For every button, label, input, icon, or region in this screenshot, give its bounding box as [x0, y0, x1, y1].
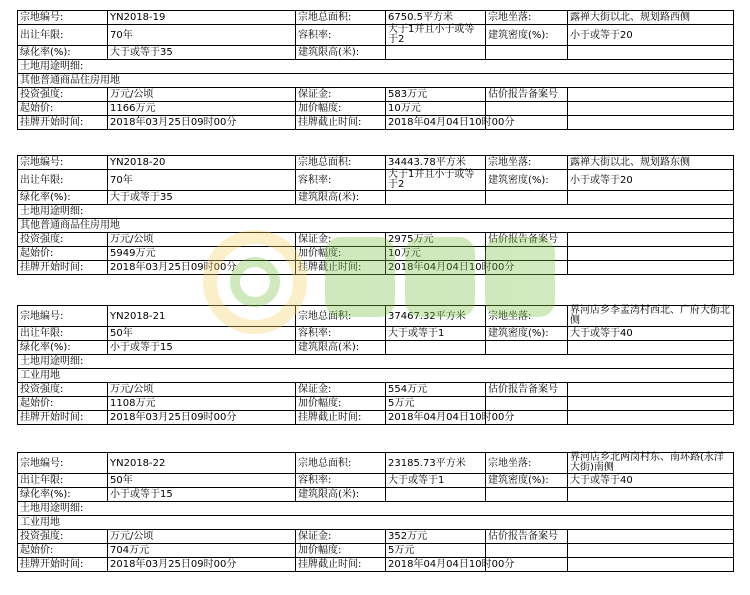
investment-value: 万元/公顷 — [108, 233, 296, 247]
empty-cell — [568, 261, 734, 275]
empty-cell — [486, 397, 568, 411]
start-price-value: 1108万元 — [108, 397, 296, 411]
appraisal-value — [568, 233, 734, 247]
deposit-value: 2975万元 — [386, 233, 486, 247]
term-value: 50年 — [108, 327, 296, 341]
green-value: 小于或等于15 — [108, 341, 296, 355]
code-label: 宗地编号: — [18, 453, 108, 474]
deposit-label: 保证金: — [296, 530, 386, 544]
area-value: 37467.32平方米 — [386, 306, 486, 327]
location-value: 界河店乡北两岗村东、南环路(永洋大街)南侧 — [568, 453, 734, 474]
code-label: 宗地编号: — [18, 11, 108, 25]
usage-detail-label: 土地用途明细: — [18, 355, 734, 369]
appraisal-label: 估价报告备案号 — [486, 88, 568, 102]
area-label: 宗地总面积: — [296, 156, 386, 170]
start-price-label: 起始价: — [18, 544, 108, 558]
investment-label: 投资强度: — [18, 530, 108, 544]
term-label: 出让年限: — [18, 327, 108, 341]
empty-cell — [568, 191, 734, 205]
empty-cell — [486, 544, 568, 558]
increment-value: 10万元 — [386, 247, 486, 261]
empty-cell — [568, 488, 734, 502]
empty-cell — [568, 397, 734, 411]
appraisal-label: 估价报告备案号 — [486, 530, 568, 544]
area-label: 宗地总面积: — [296, 11, 386, 25]
usage-detail-label: 土地用途明细: — [18, 60, 734, 74]
area-value: 6750.5平方米 — [386, 11, 486, 25]
usage-detail-label: 土地用途明细: — [18, 502, 734, 516]
listing-start-label: 挂牌开始时间: — [18, 558, 108, 572]
far-label: 容积率: — [296, 170, 386, 191]
code-value: YN2018-22 — [108, 453, 296, 474]
start-price-label: 起始价: — [18, 247, 108, 261]
parcel-block — [17, 10, 733, 130]
increment-label: 加价幅度: — [296, 397, 386, 411]
appraisal-label: 估价报告备案号 — [486, 233, 568, 247]
code-value: YN2018-20 — [108, 156, 296, 170]
investment-value: 万元/公顷 — [108, 530, 296, 544]
listing-start-label: 挂牌开始时间: — [18, 116, 108, 130]
start-price-value: 704万元 — [108, 544, 296, 558]
location-label: 宗地坐落: — [486, 11, 568, 25]
area-value: 23185.73平方米 — [386, 453, 486, 474]
usage-value: 工业用地 — [18, 516, 734, 530]
code-label: 宗地编号: — [18, 156, 108, 170]
usage-value: 其他普通商品住房用地 — [18, 219, 734, 233]
listing-start-value: 2018年03月25日09时00分 — [108, 558, 296, 572]
empty-cell — [486, 102, 568, 116]
listing-start-value: 2018年03月25日09时00分 — [108, 411, 296, 425]
parcel-block — [17, 305, 733, 425]
density-label: 建筑密度(%): — [486, 327, 568, 341]
far-value: 大于或等于1 — [386, 474, 486, 488]
green-label: 绿化率(%): — [18, 191, 108, 205]
usage-value: 其他普通商品住房用地 — [18, 74, 734, 88]
empty-cell — [568, 102, 734, 116]
increment-label: 加价幅度: — [296, 544, 386, 558]
parcel-table — [17, 155, 734, 275]
location-label: 宗地坐落: — [486, 453, 568, 474]
green-label: 绿化率(%): — [18, 488, 108, 502]
empty-cell — [486, 247, 568, 261]
listing-end-value: 2018年04月04日10时00分 — [386, 116, 486, 130]
increment-value: 5万元 — [386, 544, 486, 558]
density-value: 小于或等于20 — [568, 170, 734, 191]
empty-cell — [568, 247, 734, 261]
start-price-label: 起始价: — [18, 397, 108, 411]
height-value — [386, 191, 486, 205]
empty-cell — [568, 558, 734, 572]
parcel-table — [17, 452, 734, 572]
parcel-table — [17, 305, 734, 425]
far-value: 大于1并且小于或等于2 — [386, 170, 486, 191]
increment-label: 加价幅度: — [296, 102, 386, 116]
usage-value: 工业用地 — [18, 369, 734, 383]
code-label: 宗地编号: — [18, 306, 108, 327]
density-value: 大于或等于40 — [568, 474, 734, 488]
deposit-label: 保证金: — [296, 383, 386, 397]
deposit-value: 554万元 — [386, 383, 486, 397]
appraisal-value — [568, 383, 734, 397]
investment-label: 投资强度: — [18, 88, 108, 102]
empty-cell — [486, 488, 568, 502]
location-value: 露禅大街以北、规划路西侧 — [568, 11, 734, 25]
listing-start-value: 2018年03月25日09时00分 — [108, 116, 296, 130]
green-value: 大于或等于35 — [108, 191, 296, 205]
listing-end-label: 挂牌截止时间: — [296, 261, 386, 275]
empty-cell — [568, 46, 734, 60]
height-label: 建筑限高(米): — [296, 341, 386, 355]
green-value: 小于或等于15 — [108, 488, 296, 502]
listing-end-label: 挂牌截止时间: — [296, 116, 386, 130]
listing-start-value: 2018年03月25日09时00分 — [108, 261, 296, 275]
green-label: 绿化率(%): — [18, 46, 108, 60]
investment-label: 投资强度: — [18, 383, 108, 397]
term-label: 出让年限: — [18, 25, 108, 46]
deposit-label: 保证金: — [296, 233, 386, 247]
density-label: 建筑密度(%): — [486, 25, 568, 46]
term-value: 70年 — [108, 25, 296, 46]
listing-end-label: 挂牌截止时间: — [296, 558, 386, 572]
height-label: 建筑限高(米): — [296, 191, 386, 205]
area-value: 34443.78平方米 — [386, 156, 486, 170]
height-value — [386, 46, 486, 60]
term-value: 70年 — [108, 170, 296, 191]
investment-label: 投资强度: — [18, 233, 108, 247]
empty-cell — [486, 341, 568, 355]
listing-start-label: 挂牌开始时间: — [18, 261, 108, 275]
parcel-table — [17, 10, 734, 130]
appraisal-value — [568, 88, 734, 102]
height-value — [386, 341, 486, 355]
start-price-value: 1166万元 — [108, 102, 296, 116]
investment-value: 万元/公顷 — [108, 88, 296, 102]
appraisal-label: 估价报告备案号 — [486, 383, 568, 397]
location-value: 露禅大街以北、规划路东侧 — [568, 156, 734, 170]
term-value: 50年 — [108, 474, 296, 488]
green-value: 大于或等于35 — [108, 46, 296, 60]
location-label: 宗地坐落: — [486, 306, 568, 327]
density-label: 建筑密度(%): — [486, 474, 568, 488]
code-value: YN2018-19 — [108, 11, 296, 25]
far-label: 容积率: — [296, 327, 386, 341]
empty-cell — [486, 191, 568, 205]
term-label: 出让年限: — [18, 170, 108, 191]
density-label: 建筑密度(%): — [486, 170, 568, 191]
listing-end-value: 2018年04月04日10时00分 — [386, 261, 486, 275]
parcel-block — [17, 452, 733, 572]
increment-value: 10万元 — [386, 102, 486, 116]
appraisal-value — [568, 530, 734, 544]
empty-cell — [568, 411, 734, 425]
listing-end-label: 挂牌截止时间: — [296, 411, 386, 425]
height-label: 建筑限高(米): — [296, 46, 386, 60]
listing-end-value: 2018年04月04日10时00分 — [386, 411, 486, 425]
start-price-value: 5949万元 — [108, 247, 296, 261]
location-label: 宗地坐落: — [486, 156, 568, 170]
far-value: 大于或等于1 — [386, 327, 486, 341]
usage-detail-label: 土地用途明细: — [18, 205, 734, 219]
term-label: 出让年限: — [18, 474, 108, 488]
location-value: 界河店乡李孟湾村西北、广府大街北侧 — [568, 306, 734, 327]
deposit-value: 583万元 — [386, 88, 486, 102]
area-label: 宗地总面积: — [296, 306, 386, 327]
far-label: 容积率: — [296, 474, 386, 488]
height-value — [386, 488, 486, 502]
start-price-label: 起始价: — [18, 102, 108, 116]
density-value: 小于或等于20 — [568, 25, 734, 46]
far-label: 容积率: — [296, 25, 386, 46]
empty-cell — [568, 341, 734, 355]
listing-start-label: 挂牌开始时间: — [18, 411, 108, 425]
height-label: 建筑限高(米): — [296, 488, 386, 502]
listing-end-value: 2018年04月04日10时00分 — [386, 558, 486, 572]
deposit-value: 352万元 — [386, 530, 486, 544]
parcel-block — [17, 155, 733, 275]
code-value: YN2018-21 — [108, 306, 296, 327]
green-label: 绿化率(%): — [18, 341, 108, 355]
increment-value: 5万元 — [386, 397, 486, 411]
deposit-label: 保证金: — [296, 88, 386, 102]
empty-cell — [568, 116, 734, 130]
far-value: 大于1并且小于或等于2 — [386, 25, 486, 46]
empty-cell — [486, 46, 568, 60]
density-value: 大于或等于40 — [568, 327, 734, 341]
increment-label: 加价幅度: — [296, 247, 386, 261]
empty-cell — [568, 544, 734, 558]
area-label: 宗地总面积: — [296, 453, 386, 474]
investment-value: 万元/公顷 — [108, 383, 296, 397]
